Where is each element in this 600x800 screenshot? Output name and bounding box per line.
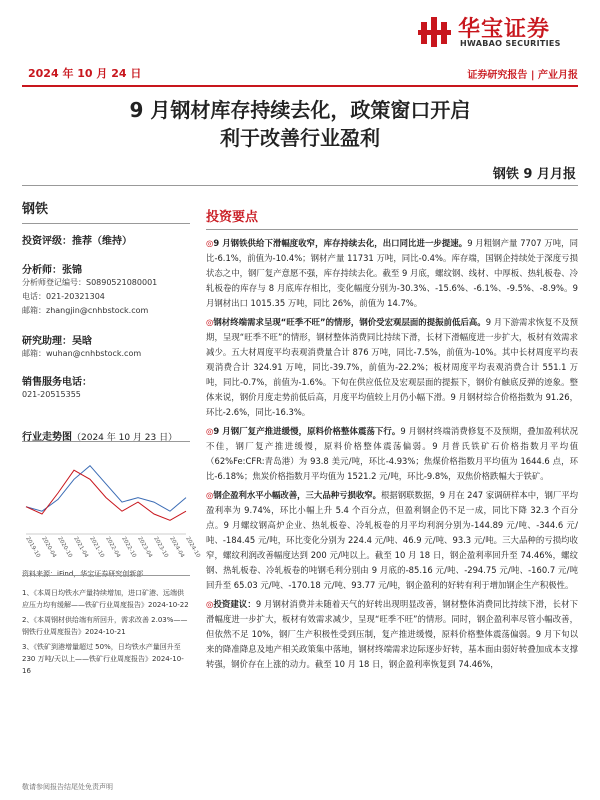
trend-chart-svg (22, 446, 201, 564)
related-report-item[interactable]: 1、《本周日均铁水产量持续增加，进口矿港、远端供应压力均有缓解——铁矿行业周度报告》2024-10-22 (22, 589, 189, 609)
company-logo (418, 12, 578, 54)
disclaimer-footer: 敬请参阅报告结尾处免责声明 (22, 783, 113, 791)
x-tick-label: 2024-10 (184, 536, 201, 559)
paragraph-lead: 钢材终端需求呈现“旺季不旺”的情形，钢价受宏观层面的提振前低后高。 (213, 317, 486, 327)
related-report-item[interactable]: 2、《本周钢材供给端有所回升，需求改善 2.03%——钢铁行业周度报告》2024-10-21 (22, 616, 188, 636)
paragraph-lead: 9 月钢厂复产推进缓慢，原料价格整体震荡下行。 (213, 426, 401, 436)
x-tick-label: 2020-10 (56, 536, 73, 559)
related-divider (22, 575, 190, 576)
highlight-paragraph (206, 424, 578, 484)
paragraph-lead: 钢企盈利水平小幅改善，三大品种亏损收窄。 (213, 490, 382, 500)
analyst-phone: 电话：021-20321304 (22, 292, 105, 301)
bullet-icon: ◎ (206, 490, 214, 500)
paragraph-lead: 投资建议： (213, 599, 256, 609)
logo-chinese: 华宝证券 (458, 17, 551, 42)
x-tick-label: 2024-04 (168, 536, 185, 559)
chart-source: 资料来源：iFind，华宝证券研究创新部 (22, 570, 144, 578)
paragraph-text: 9 月钢材终端消费修复不及预期，叠加盈利状况不佳，钢厂复产推进缓慢，原料价格整体震荡偏弱。9 月普氏铁矿石价格指数月平均值（62%Fe:CFR:青岛港）为 93.8 美元/吨，环比-4.93%；焦煤价格指数月平均值为 1644.6 点，环比-6.18%；焦炭价格指数月平均值为 1521.2 元/吨，环比-9.8%，双焦价格跌幅大于铁矿。 (206, 426, 578, 481)
x-tick-label: 2023-04 (136, 536, 153, 559)
analyst-email[interactable]: 邮箱：zhangjin@cnhbstock.com (22, 306, 149, 315)
highlights-body (206, 236, 578, 672)
x-tick-label: 2022-04 (104, 536, 121, 559)
title-divider (22, 185, 578, 186)
x-tick-label: 2022-10 (120, 536, 137, 559)
chart-divider (22, 441, 190, 442)
sidebar-divider (22, 223, 190, 224)
highlights-divider (206, 229, 578, 230)
main-content (206, 206, 578, 676)
paragraph-lead: 9 月钢铁供给下滑幅度收窄，库存持续去化，出口同比进一步提速。 (213, 238, 468, 248)
assistant-name: 研究助理：吴晗 (22, 336, 92, 347)
series-line-0 (26, 466, 186, 512)
x-tick-label: 2019-10 (24, 536, 41, 559)
chart-date: （2024 年 10 月 23 日） (72, 433, 178, 443)
bullet-icon: ◎ (206, 317, 214, 327)
paragraph-text: 根据钢联数据，9 月在 247 家调研样本中，钢厂平均盈利率为 9.74%，环比小幅上升 5.4 个百分点，但盈利钢企仍不足一成，同比下降 32.3 个百分点。9 月螺纹钢高炉企业、热轧板卷、冷轧板卷的月平均利润分别为-144.89 元/吨、-344.6 元/吨、-184.45 元/吨，环比变化分别为 224.4 元/吨、46.9 元/吨、93.3 元/吨。三大品种的亏损均收窄，螺纹利润改善幅度达到 200 元/吨以上。截至 10 月 18 日，钢企盈利率回升至 74.46%，螺纹钢、热轧板卷、冷轧板卷的吨钢毛利分别由 9 月底的-85.16 元/吨、-294.75 元/吨、-160.7 元/吨回升至 65.03 元/吨、-170.18 元/吨、93.77 元/吨，钢企盈利的好转有利于增加钢企生产积极性。 (206, 490, 579, 590)
report-date: 2024 年 10 月 24 日 (28, 67, 142, 80)
title-line-1: 9 月钢材库存持续去化，政策窗口开启 (129, 98, 471, 122)
sector-name: 钢铁 (22, 202, 49, 217)
report-title (40, 96, 560, 152)
analyst-name: 分析师：张锦 (22, 265, 82, 276)
report-type: 证券研究报告 | 产业月报 (467, 69, 578, 81)
highlight-paragraph (206, 236, 578, 311)
investment-rating: 投资评级：推荐（维持） (22, 236, 132, 247)
logo-mark-icon (418, 14, 454, 50)
assistant-email[interactable]: 邮箱：wuhan@cnhbstock.com (22, 349, 142, 358)
bullet-icon: ◎ (206, 599, 214, 609)
industry-trend-chart (22, 446, 201, 564)
logo-english: HWABAO SECURITIES (460, 39, 561, 48)
highlight-paragraph (206, 488, 578, 593)
x-tick-label: 2023-10 (152, 536, 169, 559)
bullet-icon: ◎ (206, 426, 214, 436)
x-tick-label: 2021-04 (72, 536, 89, 559)
bullet-icon: ◎ (206, 238, 214, 248)
paragraph-text: 9 月粗钢产量 7707 万吨，同比-6.1%，前值为-10.4%；钢材产量 11731 万吨，同比-0.4%。库存端，国钢企持续处于深度亏损状态之中，钢厂复产意愿不强，库存持续去化。截至 9 月底，螺纹钢、线材、中厚板、热轧板卷、冷轧板卷的库存与 8 月底库存相比，变化幅度分别为-30.3%、-15.6%、-6.1%、-9.5%、-8.9%。9 月钢材出口 1015.35 万吨，同比 26%，前值为 14.7%。 (206, 238, 578, 308)
highlight-paragraph (206, 597, 578, 672)
sales-phone: 021-20515355 (22, 390, 81, 399)
report-subtitle: 钢铁 9 月月报 (492, 167, 576, 182)
related-report-item[interactable]: 3、《铁矿到港增量超过 50%，日均铁水产量回升至 230 万吨/天以上——铁矿行业周度报告》2024-10-16 (22, 643, 184, 675)
paragraph-text: 9 月钢材消费并未随着天气的好转出现明显改善，钢材整体消费同比持续下滑，长材下滑幅度进一步扩大，板材有效需求减少，呈现“旺季不旺”的情形。同时，钢企盈利率尽管小幅改善，但依然不足 10%，钢厂生产积极性受到压制，复产推进缓慢，原料价格整体震荡偏弱。9 月下旬以来的降准降息及地产相关政策集中落地，钢材终端需求边际逐步好转，基本面由弱好转叠加成本支撑转强，钢价存在上涨的动力。截至 10 月 18 日，钢企盈利率恢复到 74.46%， (206, 599, 579, 669)
header-divider (22, 85, 578, 87)
paragraph-text: 9 月下游需求恢复不及预期，呈现“旺季不旺”的情形，钢材整体消费同比持续下滑，长材下滑幅度进一步扩大，板材有效需求减少。五大材周度平均表观消费量合计 876 万吨，同比-7.5%，前值为-10%。其中长材周度平均表观消费合计 324.91 万吨，同比-39.7%，前值为-22.2%；板材周度平均表观消费合计 551.1 万吨，同比-0.7%，前值为-1.6%。下旬在供应低位及宏观层面的提振下，钢价有触底反弹的迹象。整体来说，钢价月度走势前低后高，月度平均值较上月仍小幅下滑。9 月钢材综合价格指数为 91.26，环比-2.6%，同比-16.3%。 (206, 317, 578, 417)
chart-title: 行业走势图 (22, 432, 72, 443)
x-tick-label: 2021-10 (88, 536, 105, 559)
sales-heading: 销售服务电话： (22, 377, 92, 388)
highlights-heading: 投资要点 (206, 210, 259, 225)
highlight-paragraph (206, 315, 578, 420)
title-line-2: 利于改善行业盈利 (220, 126, 380, 150)
analyst-license: 分析师登记编号：S0890521080001 (22, 278, 158, 287)
report-meta-bar (22, 64, 578, 82)
x-tick-label: 2020-04 (40, 536, 57, 559)
related-reports (22, 587, 190, 680)
series-line-1 (26, 470, 186, 520)
sidebar (22, 198, 190, 402)
